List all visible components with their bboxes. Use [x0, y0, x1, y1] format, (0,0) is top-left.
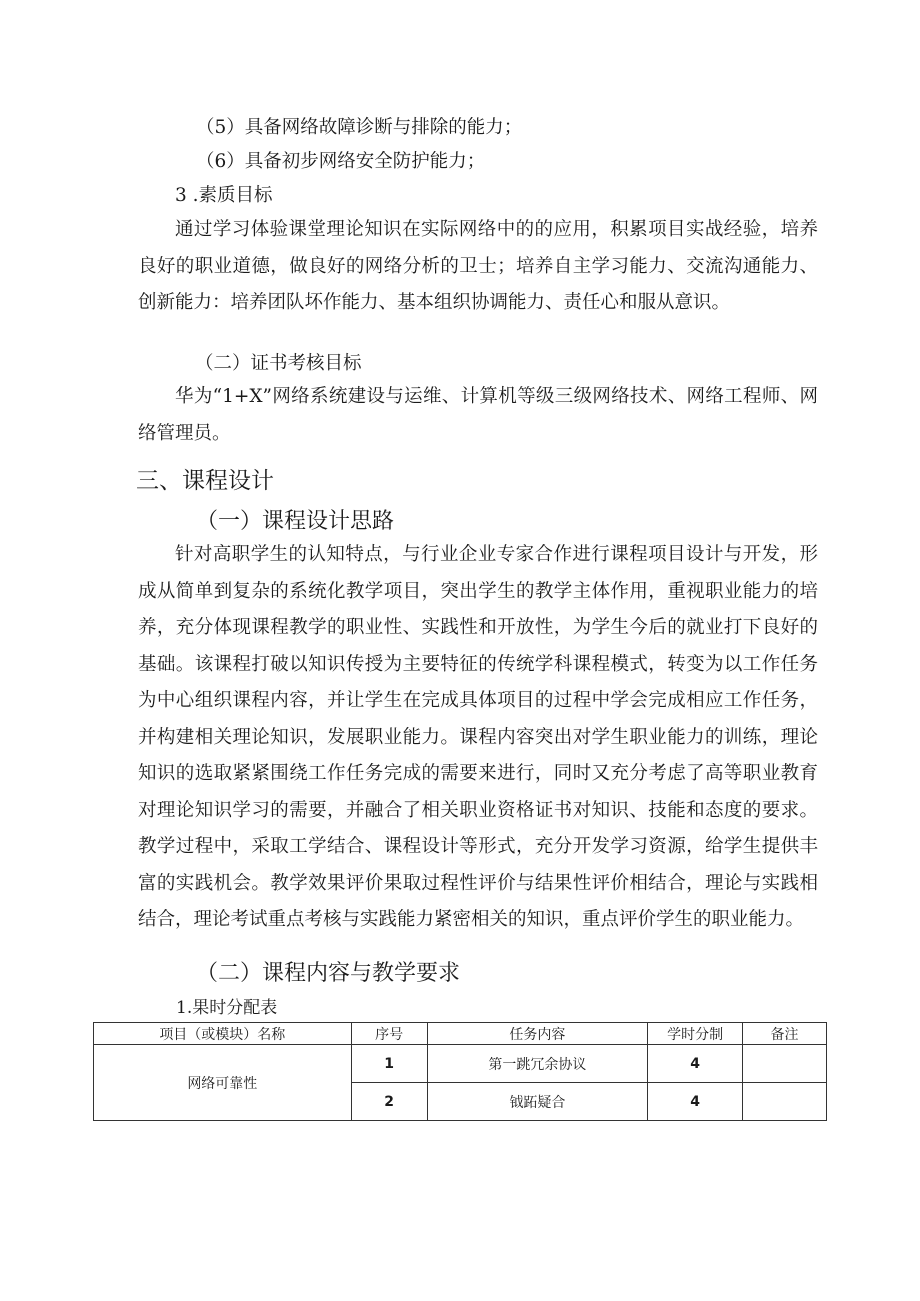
quality-heading: 3 .素质目标 [175, 185, 273, 206]
table-row [94, 1045, 827, 1083]
header-note: 备注 [743, 1023, 827, 1045]
header-hours: 学时分制 [648, 1023, 743, 1045]
table-caption: 1.果时分配表 [176, 998, 278, 1018]
section-title: 三、课程设计 [136, 468, 274, 494]
quality-paragraph: 通过学习体验课堂理论知识在实际网络中的的应用，积累项目实战经验，培养良好的职业道德，做良好的网络分析的卫士；培养自主学习能力、交流沟通能力、创新能力：培养团队坏作能力、基本组织协调能力、责任心和服从意识。 [138, 219, 818, 313]
row-hours: 4 [648, 1045, 743, 1083]
module-name: 网络可靠性 [94, 1045, 352, 1121]
header-number: 序号 [351, 1023, 427, 1045]
certificate-paragraph: 华为“1+X”网络系统建设与运维、计算机等级三级网络技术、网络工程师、网络管理员。 [138, 386, 818, 444]
header-task: 任务内容 [427, 1023, 648, 1045]
certificate-heading: （二）证书考核目标 [195, 353, 362, 374]
subsection-title-design: （一）课程设计思路 [196, 509, 395, 534]
row-number: 1 [351, 1045, 427, 1083]
row-hours: 4 [648, 1083, 743, 1121]
ability-item-5: （5）具备网络故障诊断与排除的能力； [196, 117, 523, 138]
header-module: 项目（或模块）名称 [94, 1023, 352, 1045]
design-paragraph: 针对高职学生的认知特点，与行业企业专家合作进行课程项目设计与开发，形成从简单到复杂的系统化教学项目，突出学生的教学主体作用，重视职业能力的培养，充分体现课程教学的职业性、实践性和开放性，为学生今后的就业打下良好的基础。该课程打破以知识传授为主要特征的传统学科课程模式，转变为以工作任务为中心组织课程内容，并让学生在完成具体项目的过程中学会完成相应工作任务，并构建相关理论知识，发展职业能力。课程内容突出对学生职业能力的训练，理论知识的选取紧紧围绕工作任务完成的需要来进行，同时又充分考虑了高等职业教育对理论知识学习的需要，并融合了相关职业资格证书对知识、技能和态度的要求。教学过程中，采取工学结合、课程设计等形式，充分开发学习资源，给学生提供丰富的实践机会。教学效果评价果取过程性评价与结果性评价相结合，理论与实践相结合，理论考试重点考核与实践能力紧密相关的知识，重点评价学生的职业能力。 [138, 544, 818, 930]
table-header-row [94, 1023, 827, 1045]
row-note [743, 1083, 827, 1121]
ability-item-6: （6）具备初步网络安全防护能力； [196, 151, 486, 172]
row-task: 第一跳冗余协议 [427, 1045, 648, 1083]
subsection-title-content: （二）课程内容与教学要求 [196, 961, 461, 986]
hours-table [93, 1022, 827, 1121]
row-note [743, 1045, 827, 1083]
row-task: 钺跖疑合 [427, 1083, 648, 1121]
row-number: 2 [351, 1083, 427, 1121]
